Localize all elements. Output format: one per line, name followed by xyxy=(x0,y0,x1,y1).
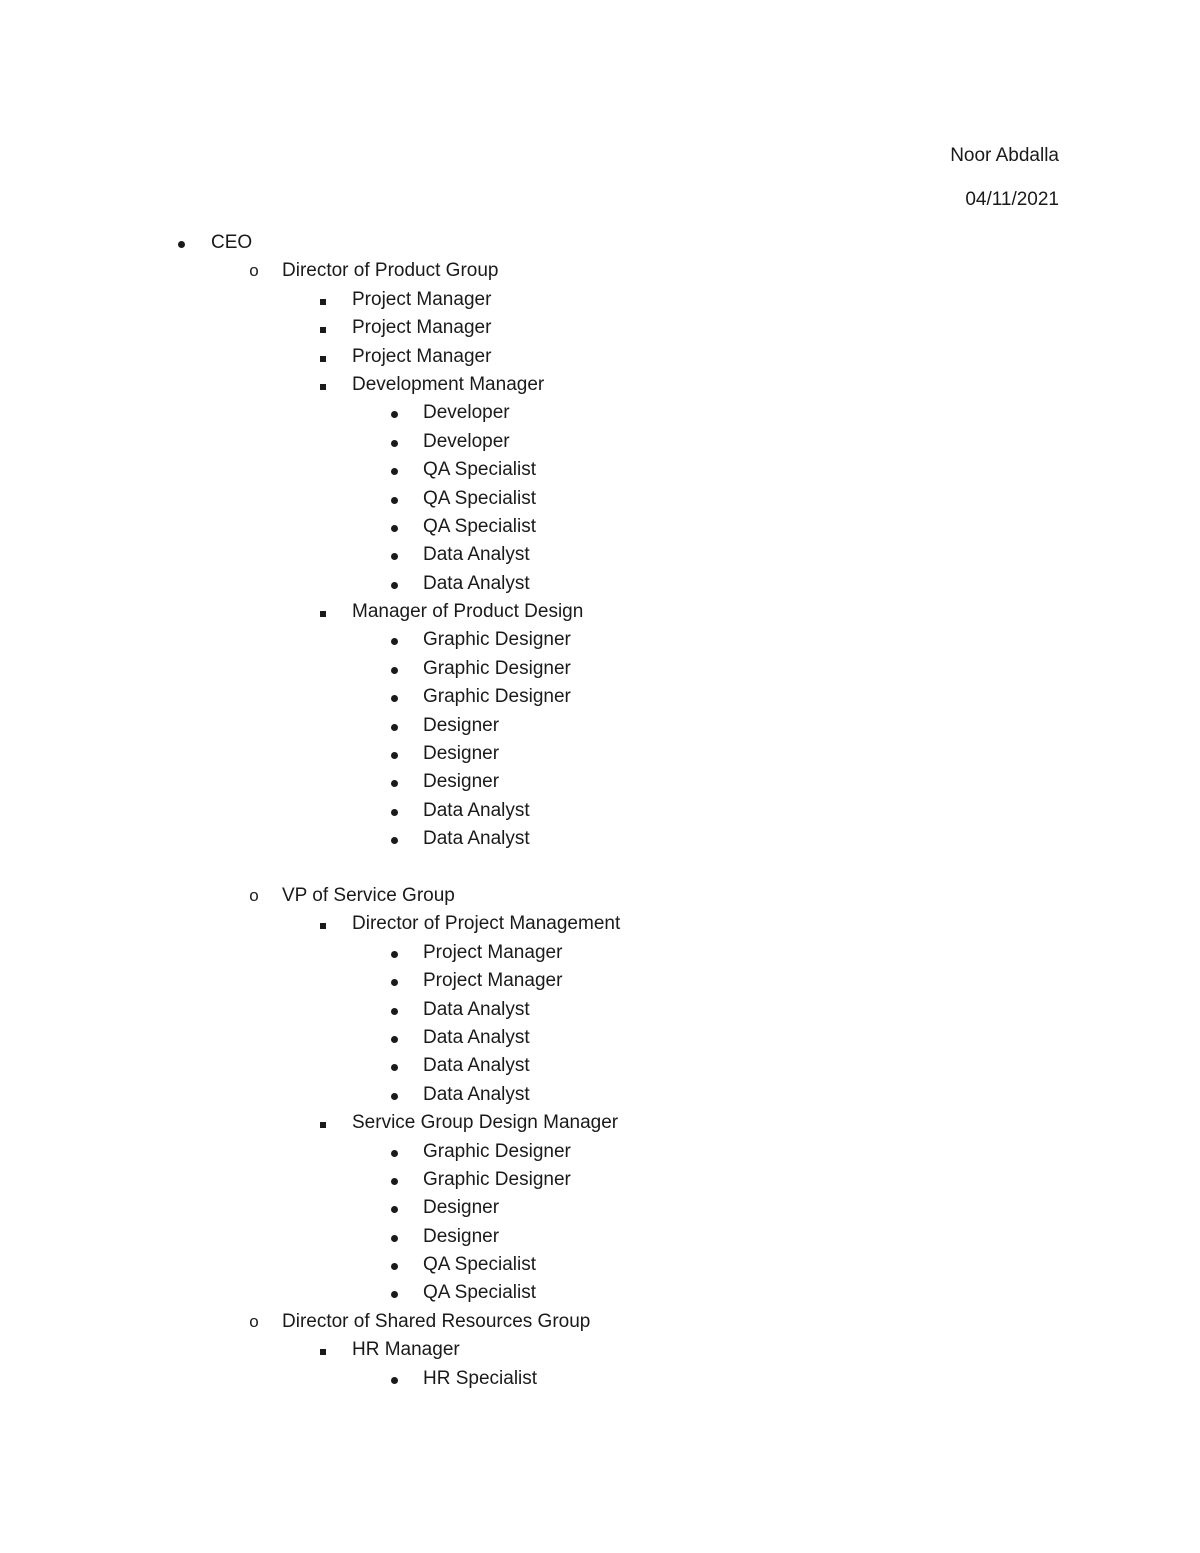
dot-bullet-shape xyxy=(391,411,398,418)
outline-item-label: QA Specialist xyxy=(423,459,536,481)
outline-item-label: Project Manager xyxy=(352,317,492,339)
outline-item-label: Data Analyst xyxy=(423,799,530,821)
dot-bullet-icon xyxy=(386,1281,402,1305)
dot-bullet-icon xyxy=(386,1083,402,1107)
dot-bullet-icon xyxy=(386,941,402,965)
outline-item xyxy=(0,685,1200,713)
dot-bullet-icon xyxy=(386,827,402,851)
dot-bullet-shape xyxy=(391,1150,398,1157)
outline-item-label: CEO xyxy=(211,232,253,253)
square-bullet-icon xyxy=(315,373,331,397)
outline-item-label: Project Manager xyxy=(352,288,492,310)
square-bullet-shape xyxy=(320,1349,326,1355)
dot-bullet-shape xyxy=(391,1206,398,1213)
outline-item-label: Graphic Designer xyxy=(423,686,571,708)
outline-item xyxy=(0,827,1200,855)
org-outline-list xyxy=(0,231,1200,1395)
outline-item-label: QA Specialist xyxy=(423,1282,536,1304)
outline-item xyxy=(0,969,1200,997)
marker-o: o xyxy=(249,885,259,905)
outline-item-label: Director of Product Group xyxy=(282,260,499,282)
square-bullet-icon xyxy=(315,345,331,369)
outline-item-label: HR Specialist xyxy=(423,1367,538,1389)
outline-item xyxy=(0,600,1200,628)
outline-item xyxy=(0,770,1200,798)
outline-item xyxy=(0,1367,1200,1395)
outline-item-label: Graphic Designer xyxy=(423,1168,571,1190)
dot-bullet-shape xyxy=(391,809,398,816)
outline-item-label: VP of Service Group xyxy=(282,884,455,906)
dot-bullet-icon xyxy=(386,1140,402,1164)
outline-item-label: HR Manager xyxy=(352,1339,460,1361)
square-bullet-shape xyxy=(320,299,326,305)
dot-bullet-shape xyxy=(391,667,398,674)
dot-bullet-shape xyxy=(391,1235,398,1242)
outline-item xyxy=(0,458,1200,486)
square-bullet-shape xyxy=(320,923,326,929)
outline-item-label: Graphic Designer xyxy=(423,657,571,679)
square-bullet-shape xyxy=(320,384,326,390)
outline-item xyxy=(0,742,1200,770)
dot-bullet-shape xyxy=(391,525,398,532)
square-bullet-shape xyxy=(320,356,326,362)
outline-item xyxy=(0,543,1200,571)
outline-item xyxy=(0,1253,1200,1281)
dot-bullet-shape xyxy=(391,1291,398,1298)
dot-bullet-shape xyxy=(391,582,398,589)
dot-bullet-shape xyxy=(391,1064,398,1071)
outline-item-label: Designer xyxy=(423,743,500,765)
square-bullet-icon xyxy=(315,1338,331,1362)
dot-bullet-shape xyxy=(178,241,185,248)
outline-item-label: Development Manager xyxy=(352,373,545,395)
square-bullet-icon xyxy=(315,912,331,936)
dot-bullet-shape xyxy=(391,440,398,447)
outline-item xyxy=(0,657,1200,685)
outline-item xyxy=(0,912,1200,940)
outline-item xyxy=(0,288,1200,316)
dot-bullet-shape xyxy=(391,1008,398,1015)
dot-bullet-icon xyxy=(386,998,402,1022)
document-date: 04/11/2021 xyxy=(965,189,1059,210)
outline-item-label: Designer xyxy=(423,714,500,736)
dot-bullet-shape xyxy=(391,752,398,759)
dot-bullet-icon xyxy=(386,628,402,652)
outline-item xyxy=(0,373,1200,401)
outline-item-label: QA Specialist xyxy=(423,487,536,509)
dot-bullet-shape xyxy=(391,468,398,475)
dot-bullet-icon xyxy=(386,714,402,738)
dot-bullet-icon xyxy=(386,1054,402,1078)
dot-bullet-shape xyxy=(391,1263,398,1270)
outline-item-label: Developer xyxy=(423,402,510,424)
outline-item xyxy=(0,941,1200,969)
square-bullet-icon xyxy=(315,600,331,624)
outline-item-label: Data Analyst xyxy=(423,572,530,594)
outline-item xyxy=(0,1140,1200,1168)
dot-bullet-shape xyxy=(391,1093,398,1100)
outline-item-label: Project Manager xyxy=(423,941,563,963)
outline-item xyxy=(0,316,1200,344)
dot-bullet-icon xyxy=(386,969,402,993)
dot-bullet-shape xyxy=(391,951,398,958)
dot-bullet-shape xyxy=(391,497,398,504)
outline-item xyxy=(0,714,1200,742)
dot-bullet-icon xyxy=(386,1367,402,1391)
outline-item xyxy=(0,515,1200,543)
outline-item xyxy=(0,1338,1200,1366)
outline-item xyxy=(0,1196,1200,1224)
dot-bullet-icon xyxy=(386,799,402,823)
dot-bullet-shape xyxy=(391,695,398,702)
dot-bullet-icon xyxy=(386,1225,402,1249)
outline-item xyxy=(0,1111,1200,1139)
outline-item-label: Designer xyxy=(423,771,500,793)
outline-item-label: Designer xyxy=(423,1225,500,1247)
outline-item-label: Developer xyxy=(423,430,510,452)
outline-item xyxy=(0,1310,1200,1338)
dot-bullet-icon xyxy=(386,515,402,539)
outline-item xyxy=(0,1225,1200,1253)
outline-item xyxy=(0,259,1200,287)
dot-bullet-icon xyxy=(386,543,402,567)
outline-item xyxy=(0,345,1200,373)
outline-item xyxy=(0,998,1200,1026)
outline-item-label: Graphic Designer xyxy=(423,1140,571,1162)
outline-item xyxy=(0,1054,1200,1082)
outline-item xyxy=(0,1026,1200,1054)
dot-bullet-icon xyxy=(173,231,189,255)
outline-item-label: Designer xyxy=(423,1197,500,1219)
dot-bullet-shape xyxy=(391,724,398,731)
dot-bullet-shape xyxy=(391,1178,398,1185)
outline-item-label: QA Specialist xyxy=(423,515,536,537)
square-bullet-shape xyxy=(320,1122,326,1128)
square-bullet-icon xyxy=(315,288,331,312)
outline-item xyxy=(0,884,1200,912)
outline-item-label: Data Analyst xyxy=(423,1083,530,1105)
circle-bullet-icon xyxy=(246,884,262,908)
blank-line xyxy=(0,856,1200,884)
outline-item xyxy=(0,1168,1200,1196)
circle-bullet-icon xyxy=(246,1310,262,1334)
square-bullet-shape xyxy=(320,611,326,617)
outline-item xyxy=(0,799,1200,827)
outline-item xyxy=(0,487,1200,515)
dot-bullet-icon xyxy=(386,1196,402,1220)
outline-item xyxy=(0,1281,1200,1309)
outline-item-label: Data Analyst xyxy=(423,544,530,566)
dot-bullet-shape xyxy=(391,638,398,645)
author-name: Noor Abdalla xyxy=(950,145,1059,166)
dot-bullet-shape xyxy=(391,1036,398,1043)
marker-o: o xyxy=(249,1311,259,1331)
circle-bullet-icon xyxy=(246,259,262,283)
outline-item xyxy=(0,430,1200,458)
dot-bullet-icon xyxy=(386,572,402,596)
dot-bullet-icon xyxy=(386,430,402,454)
outline-item xyxy=(0,401,1200,429)
dot-bullet-shape xyxy=(391,979,398,986)
outline-item xyxy=(0,231,1200,259)
square-bullet-icon xyxy=(315,316,331,340)
outline-item-label: Manager of Product Design xyxy=(352,601,584,623)
dot-bullet-icon xyxy=(386,1168,402,1192)
outline-item-label: Project Manager xyxy=(423,970,563,992)
dot-bullet-icon xyxy=(386,742,402,766)
outline-item xyxy=(0,628,1200,656)
dot-bullet-icon xyxy=(386,458,402,482)
outline-item-label: Data Analyst xyxy=(423,828,530,850)
outline-item-label: Data Analyst xyxy=(423,1055,530,1077)
outline-item-label: QA Specialist xyxy=(423,1254,536,1276)
dot-bullet-shape xyxy=(391,780,398,787)
outline-item-label: Director of Project Management xyxy=(352,913,621,935)
outline-item xyxy=(0,1083,1200,1111)
dot-bullet-icon xyxy=(386,1253,402,1277)
outline-item-label: Data Analyst xyxy=(423,998,530,1020)
dot-bullet-icon xyxy=(386,487,402,511)
dot-bullet-shape xyxy=(391,553,398,560)
dot-bullet-icon xyxy=(386,657,402,681)
outline-item-label: Project Manager xyxy=(352,345,492,367)
square-bullet-icon xyxy=(315,1111,331,1135)
outline-item-label: Graphic Designer xyxy=(423,629,571,651)
dot-bullet-icon xyxy=(386,401,402,425)
dot-bullet-icon xyxy=(386,770,402,794)
dot-bullet-shape xyxy=(391,837,398,844)
square-bullet-shape xyxy=(320,327,326,333)
outline-item-label: Service Group Design Manager xyxy=(352,1112,619,1134)
outline-item xyxy=(0,572,1200,600)
outline-item-label: Data Analyst xyxy=(423,1026,530,1048)
dot-bullet-shape xyxy=(391,1377,398,1384)
marker-o: o xyxy=(249,261,259,281)
dot-bullet-icon xyxy=(386,1026,402,1050)
outline-item-label: Director of Shared Resources Group xyxy=(282,1310,591,1332)
dot-bullet-icon xyxy=(386,685,402,709)
